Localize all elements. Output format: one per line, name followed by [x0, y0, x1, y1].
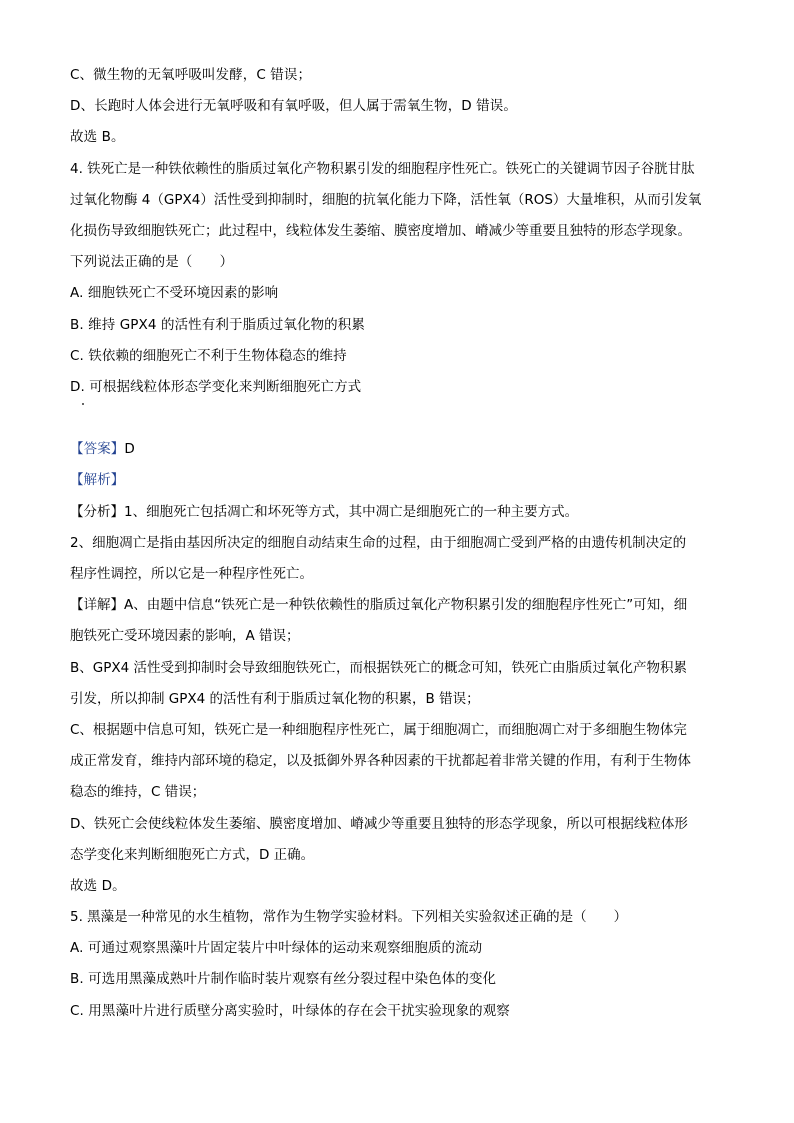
- question-4-option-c: C. 铁依赖的细胞死亡不利于生物体稳态的维持: [70, 347, 347, 364]
- question-4-stem: 化损伤导致细胞铁死亡；此过程中，线粒体发生萎缩、膜密度增加、嵴减少等重要且独特的形态学现象。: [70, 222, 691, 239]
- text-line: 故选 B。: [70, 129, 125, 146]
- answer-value: D: [124, 441, 135, 458]
- answer-label: 【答案】: [70, 441, 125, 458]
- analysis-text: 2、细胞凋亡是指由基因所决定的细胞自动结束生命的过程，由于细胞凋亡受到严格的由遗传机制决定的: [70, 534, 687, 551]
- detail-text: B、GPX4 活性受到抑制时会导致细胞铁死亡，而根据铁死亡的概念可知，铁死亡由脂质过氧化产物积累: [70, 659, 687, 676]
- detail-text: 引发，所以抑制 GPX4 的活性有利于脂质过氧化物的积累，B 错误；: [70, 690, 480, 707]
- analysis-text: 程序性调控，所以它是一种程序性死亡。: [70, 566, 313, 582]
- detail-text: 胞铁死亡受环境因素的影响，A 错误；: [70, 628, 300, 645]
- question-5-option-b: B. 可选用黑藻成熟叶片制作临时装片观察有丝分裂过程中染色体的变化: [70, 971, 497, 988]
- question-5-option-a: A. 可通过观察黑藻叶片固定装片中叶绿体的运动来观察细胞质的流动: [70, 940, 483, 957]
- stray-dot-mark: [82, 403, 84, 405]
- question-5-stem: 5. 黑藻是一种常见的水生植物，常作为生物学实验材料。下列相关实验叙述正确的是（ ）: [70, 909, 628, 926]
- choice-line: 故选 D。: [70, 877, 126, 894]
- question-4-stem: 4. 铁死亡是一种铁依赖性的脂质过氧化产物积累引发的细胞程序性死亡。铁死亡的关键调节因子谷胱甘肽: [70, 160, 695, 177]
- question-4-stem: 过氧化物酶 4（GPX4）活性受到抑制时，细胞的抗氧化能力下降，活性氧（ROS）大量堆积，从而引发氧: [70, 191, 702, 208]
- document-body: [70, 60, 720, 1027]
- answer-line: [70, 434, 720, 465]
- question-4-option-b: B. 维持 GPX4 的活性有利于脂质过氧化物的积累: [70, 316, 365, 333]
- text-line: C、微生物的无氧呼吸叫发酵，C 错误；: [70, 67, 312, 83]
- question-4-option-a: A. 细胞铁死亡不受环境因素的影响: [70, 285, 279, 302]
- detail-text: 【详解】A、由题中信息“铁死亡是一种铁依赖性的脂质过氧化产物积累引发的细胞程序性死亡”可知，细: [70, 597, 688, 614]
- detail-text: D、铁死亡会使线粒体发生萎缩、膜密度增加、嵴减少等重要且独特的形态学现象，所以可根据线粒体形: [70, 815, 688, 832]
- analysis-label: 【解析】: [70, 472, 125, 489]
- text-line: D、长跑时人体会进行无氧呼吸和有氧呼吸，但人属于需氧生物，D 错误。: [70, 98, 517, 115]
- analysis-text: 【分析】1、细胞死亡包括凋亡和坏死等方式，其中凋亡是细胞死亡的一种主要方式。: [70, 503, 579, 520]
- question-5-option-c: C. 用黑藻叶片进行质壁分离实验时，叶绿体的存在会干扰实验现象的观察: [70, 1002, 510, 1019]
- spacer-line: [70, 403, 720, 434]
- analysis-heading: [70, 465, 720, 496]
- detail-text: 稳态的维持，C 错误；: [70, 784, 206, 801]
- detail-text: C、根据题中信息可知，铁死亡是一种细胞程序性死亡，属于细胞凋亡，而细胞凋亡对于多细胞生物体完: [70, 721, 687, 738]
- question-4-option-d: D. 可根据线粒体形态学变化来判断细胞死亡方式: [70, 378, 362, 395]
- question-4-prompt: 下列说法正确的是（ ）: [70, 254, 234, 271]
- detail-text: 态学变化来判断细胞死亡方式，D 正确。: [70, 846, 315, 863]
- detail-text: 成正常发育，维持内部环境的稳定，以及抵御外界各种因素的干扰都起着非常关键的作用，有利于生物体: [70, 753, 691, 770]
